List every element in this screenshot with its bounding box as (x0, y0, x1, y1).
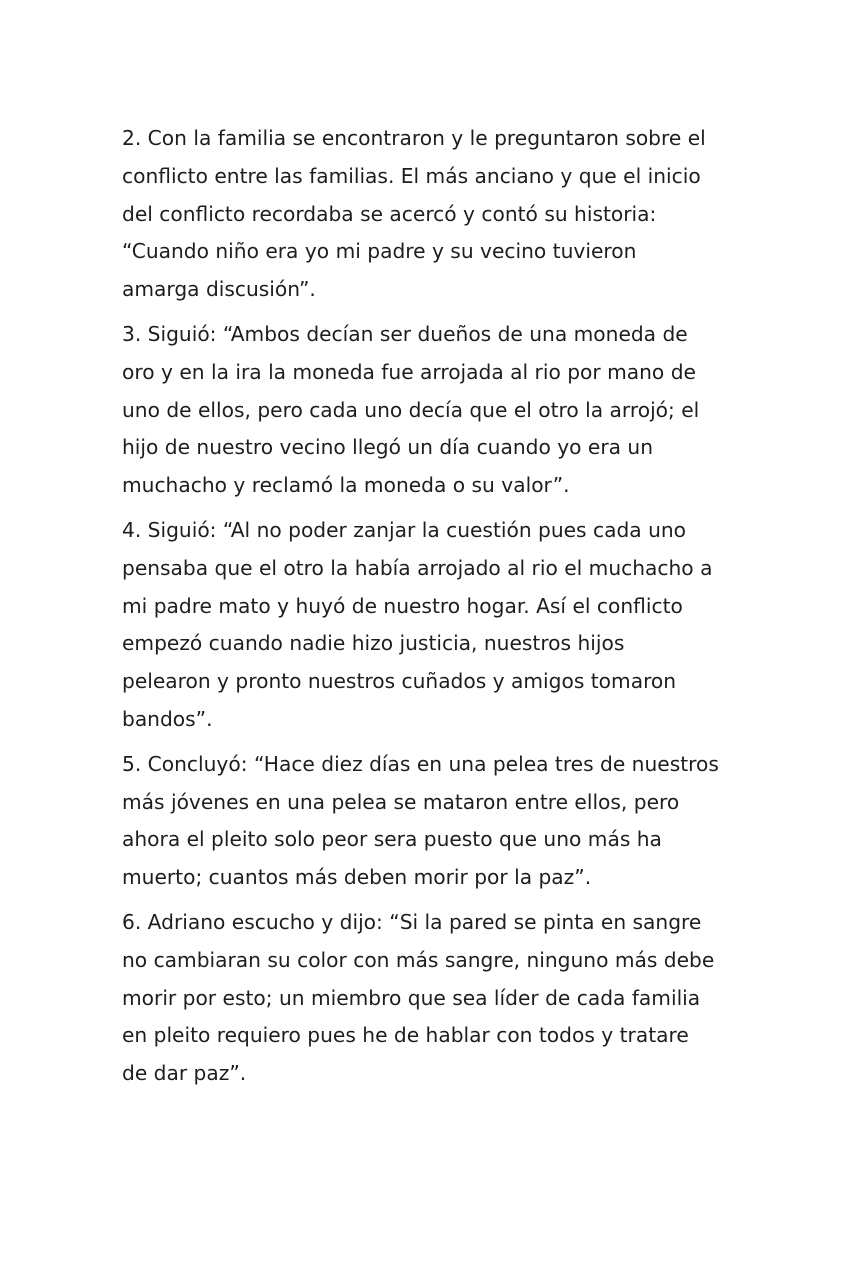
text-line: muchacho y reclamó la moneda o su valor”. (122, 473, 570, 498)
text-line: no cambiaran su color con más sangre, ninguno más debe (122, 947, 715, 972)
text-line: 3. Siguió: “Ambos decían ser dueños de una moneda de (122, 321, 688, 346)
paragraph-2 (122, 120, 742, 309)
text-line: 5. Concluyó: “Hace diez días en una pelea tres de nuestros (122, 751, 719, 776)
text-line: uno de ellos, pero cada uno decía que el otro la arrojó; el (122, 397, 700, 422)
text-line: más jóvenes en una pelea se mataron entre ellos, pero (122, 789, 680, 814)
document-body (122, 120, 742, 1100)
text-line: del conflicto recordaba se acercó y contó su historia: (122, 201, 657, 226)
text-line: muerto; cuantos más deben morir por la paz”. (122, 865, 592, 890)
text-line: amarga discusión”. (122, 277, 316, 302)
paragraph-4 (122, 512, 742, 739)
text-line: ahora el pleito solo peor sera puesto que uno más ha (122, 827, 662, 852)
text-line: 2. Con la familia se encontraron y le preguntaron sobre el (122, 126, 706, 150)
text-line: bandos”. (122, 706, 213, 731)
text-line: en pleito requiero pues he de hablar con todos y tratare (122, 1023, 689, 1048)
text-line: “Cuando niño era yo mi padre y su vecino tuvieron (122, 239, 637, 264)
text-line: empezó cuando nadie hizo justicia, nuestros hijos (122, 631, 625, 656)
paragraph-6 (122, 904, 742, 1093)
paragraph-5 (122, 746, 742, 897)
text-line: de dar paz”. (122, 1061, 247, 1086)
text-line: mi padre mato y huyó de nuestro hogar. Así el conflicto (122, 593, 683, 618)
text-line: oro y en la ira la moneda fue arrojada al rio por mano de (122, 359, 696, 384)
text-line: morir por esto; un miembro que sea líder de cada familia (122, 985, 701, 1010)
paragraph-3 (122, 316, 742, 505)
text-line: 6. Adriano escucho y dijo: “Si la pared se pinta en sangre (122, 909, 702, 934)
text-line: pelearon y pronto nuestros cuñados y amigos tomaron (122, 669, 677, 694)
text-line: 4. Siguió: “Al no poder zanjar la cuestión pues cada uno (122, 517, 687, 542)
text-line: conflicto entre las familias. El más anciano y que el inicio (122, 163, 701, 188)
text-line: hijo de nuestro vecino llegó un día cuando yo era un (122, 435, 654, 460)
text-line: pensaba que el otro la había arrojado al rio el muchacho a (122, 555, 713, 580)
